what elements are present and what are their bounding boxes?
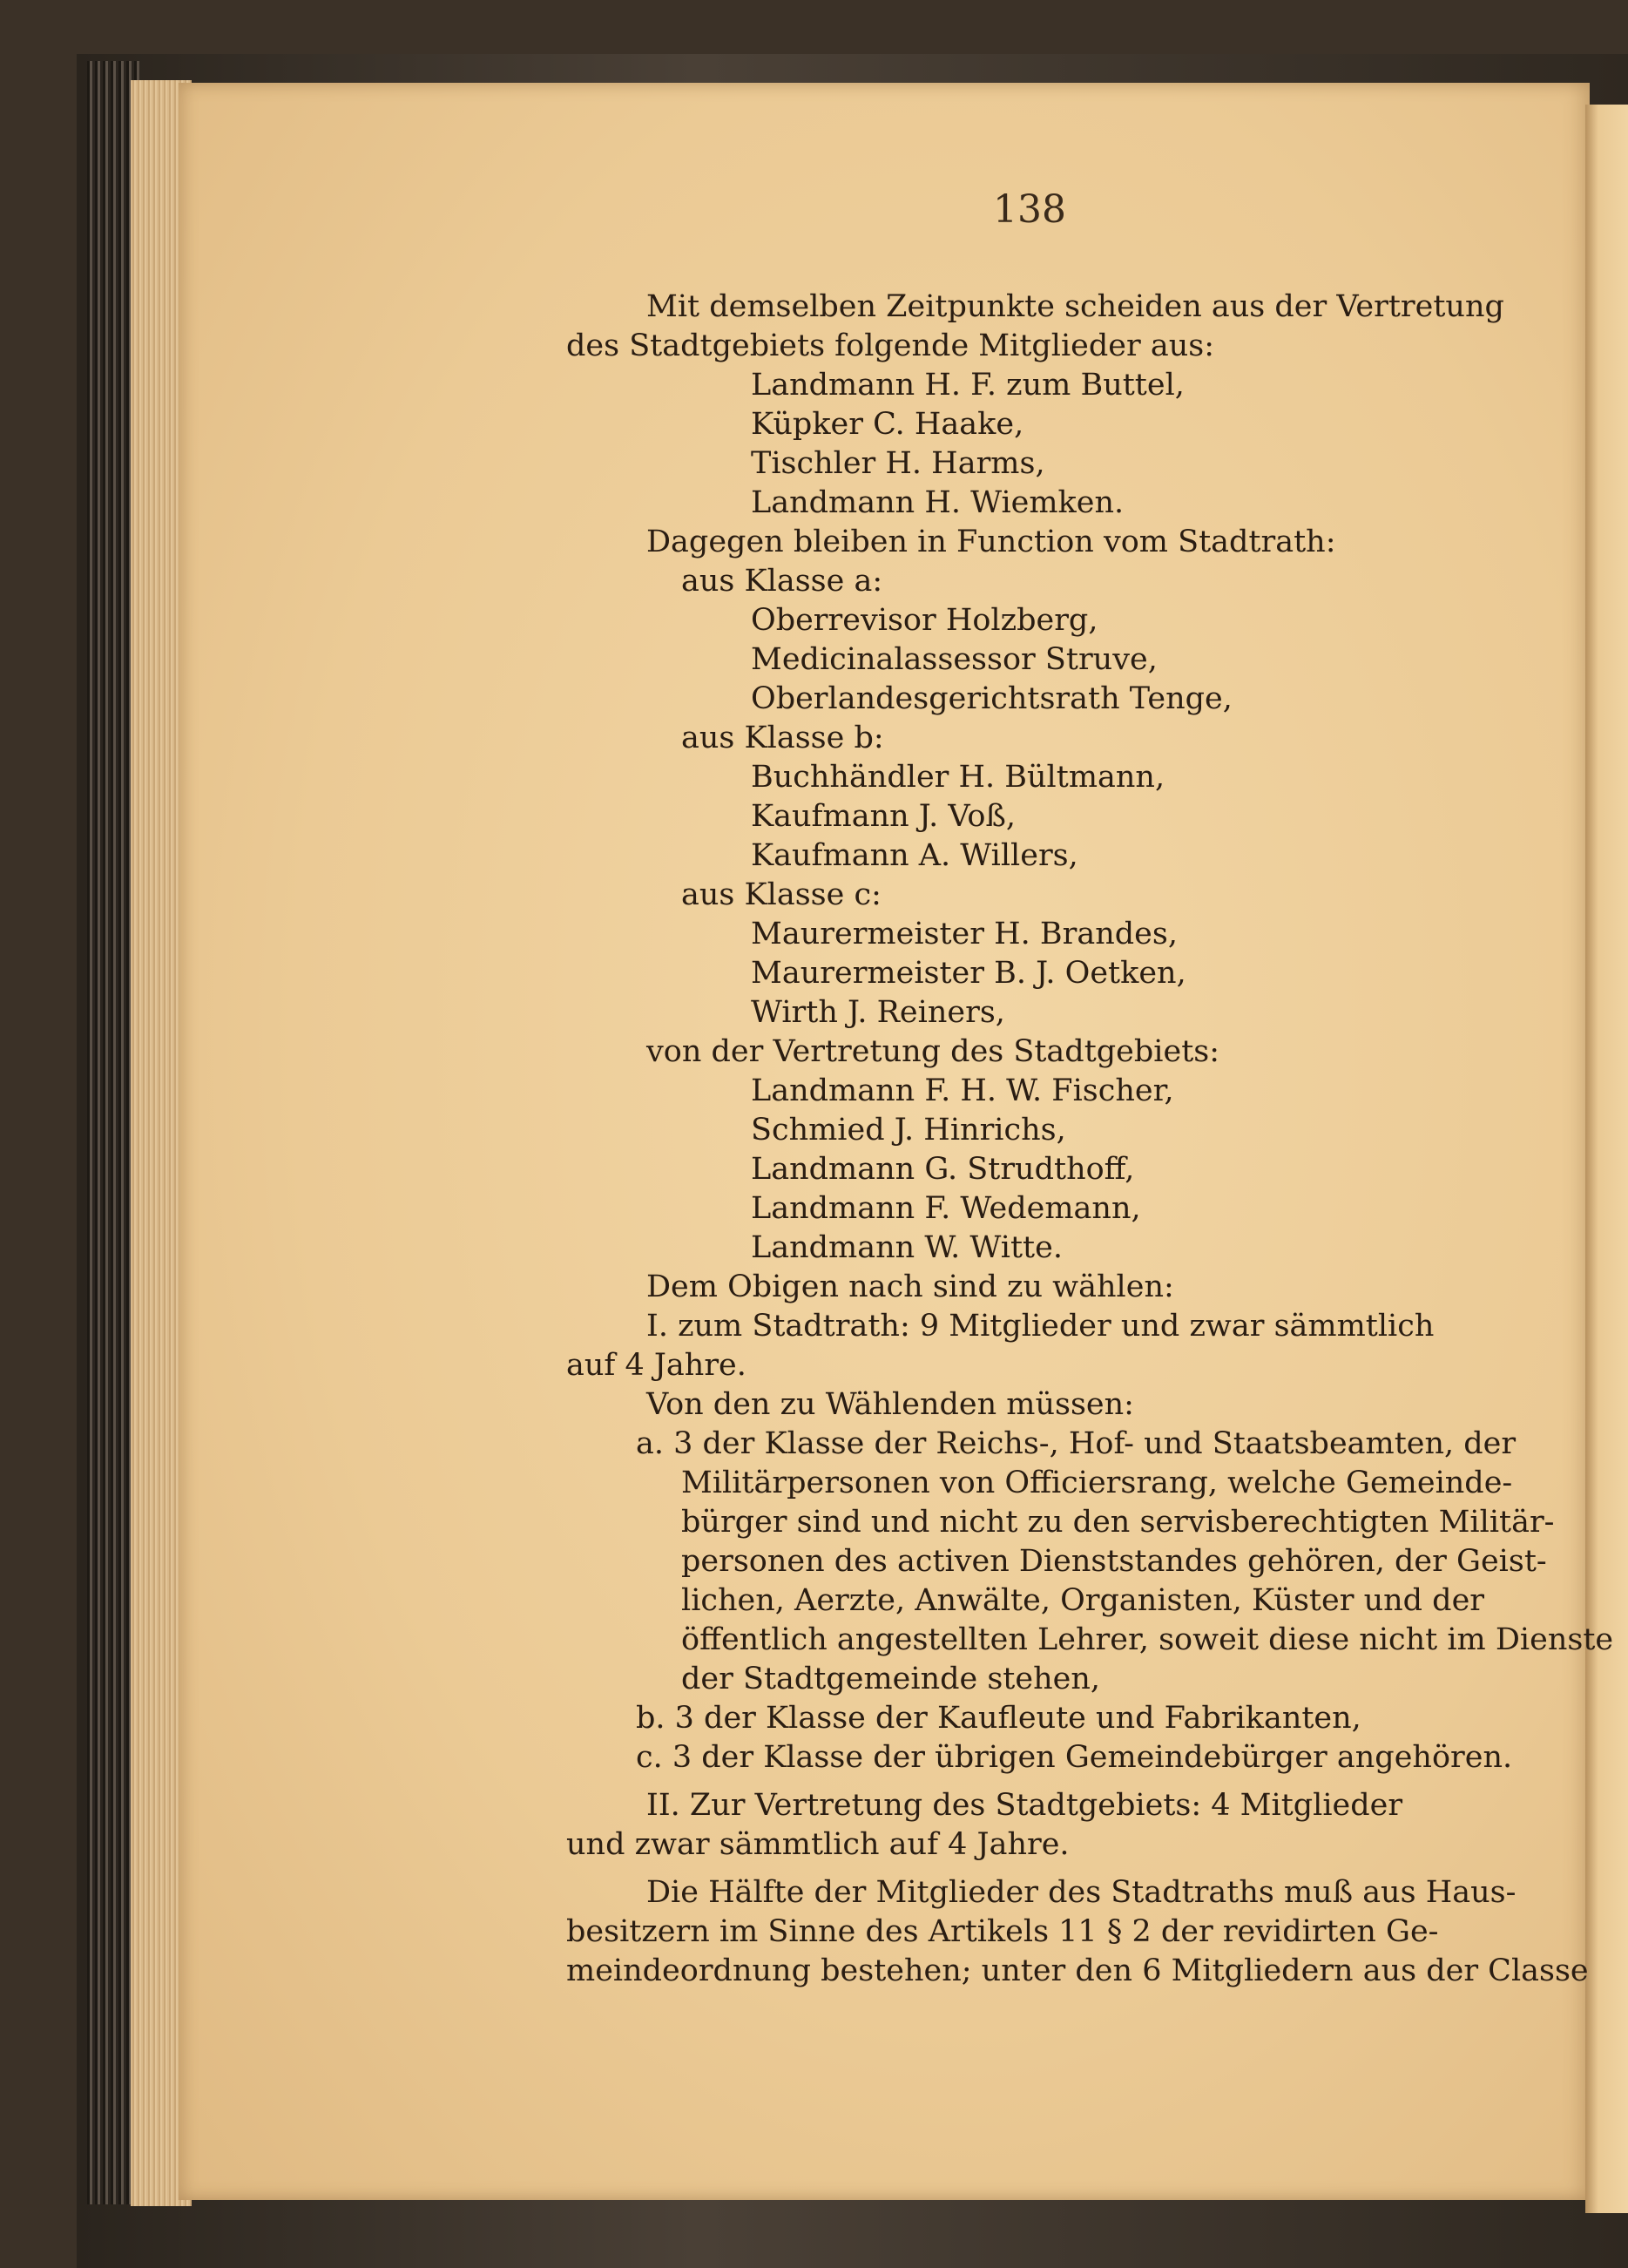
text-line: Maurermeister H. Brandes, — [751, 917, 1178, 951]
text-line: Kaufmann A. Willers, — [751, 838, 1078, 873]
text-line: Medicinalassessor Struve, — [751, 642, 1158, 677]
text-line: Die Hälfte der Mitglieder des Stadtraths muß aus Haus- — [646, 1875, 1517, 1910]
text-line: von der Vertretung des Stadtgebiets: — [646, 1034, 1220, 1069]
text-line: Oberrevisor Holzberg, — [751, 603, 1098, 638]
text-line: aus Klasse a: — [681, 564, 883, 599]
text-line: Tischler H. Harms, — [751, 446, 1045, 481]
text-line: der Stadtgemeinde stehen, — [681, 1662, 1101, 1696]
text-line: besitzern im Sinne des Artikels 11 § 2 der revidirten Ge- — [566, 1914, 1439, 1949]
page-text — [566, 261, 1614, 2048]
text-line: Landmann F. Wedemann, — [751, 1191, 1141, 1226]
text-line: c. 3 der Klasse der übrigen Gemeindebürger angehören. — [636, 1740, 1513, 1775]
text-line: bürger sind und nicht zu den servisberechtigten Militär- — [681, 1505, 1555, 1540]
page-number: 138 — [993, 187, 1066, 232]
text-line: auf 4 Jahre. — [566, 1348, 746, 1383]
text-line: Landmann H. Wiemken. — [751, 485, 1125, 520]
text-line: Landmann W. Witte. — [751, 1230, 1063, 1265]
text-line: personen des activen Dienststandes gehören, der Geist- — [681, 1544, 1547, 1579]
text-line: Von den zu Wählenden müssen: — [646, 1387, 1134, 1422]
text-line: meindeordnung bestehen; unter den 6 Mitgliedern aus der Classe — [566, 1953, 1589, 1988]
text-line: Dem Obigen nach sind zu wählen: — [646, 1269, 1174, 1304]
text-line: Landmann G. Strudthoff, — [751, 1152, 1135, 1187]
text-line: aus Klasse c: — [681, 877, 882, 912]
text-line: Küpker C. Haake, — [751, 407, 1024, 442]
text-line: Landmann F. H. W. Fischer, — [751, 1073, 1174, 1108]
text-line: Dagegen bleiben in Function vom Stadtrath: — [646, 525, 1336, 559]
text-line: II. Zur Vertretung des Stadtgebiets: 4 Mitglieder — [646, 1788, 1403, 1823]
text-line: Oberlandesgerichtsrath Tenge, — [751, 681, 1233, 716]
text-line: Schmied J. Hinrichs, — [751, 1113, 1066, 1148]
text-line: a. 3 der Klasse der Reichs-, Hof- und Staatsbeamten, der — [636, 1426, 1517, 1461]
text-line: Wirth J. Reiners, — [751, 995, 1005, 1030]
text-line: und zwar sämmtlich auf 4 Jahre. — [566, 1827, 1070, 1862]
text-line: Mit demselben Zeitpunkte scheiden aus der Vertretung — [646, 289, 1504, 324]
text-line: b. 3 der Klasse der Kaufleute und Fabrikanten, — [636, 1701, 1361, 1736]
text-line: öffentlich angestellten Lehrer, soweit diese nicht im Dienste — [681, 1622, 1614, 1657]
text-line: Kaufmann J. Voß, — [751, 799, 1016, 834]
text-line: Militärpersonen von Officiersrang, welche Gemeinde- — [681, 1466, 1513, 1500]
text-line: aus Klasse b: — [681, 721, 884, 755]
text-line: Maurermeister B. J. Oetken, — [751, 956, 1186, 991]
page-gutter — [1585, 105, 1628, 2213]
text-line: Landmann H. F. zum Buttel, — [751, 368, 1185, 403]
text-line: I. zum Stadtrath: 9 Mitglieder und zwar sämmtlich — [646, 1309, 1435, 1344]
text-line: des Stadtgebiets folgende Mitglieder aus: — [566, 328, 1215, 363]
text-line: Buchhändler H. Bültmann, — [751, 760, 1165, 795]
text-line: lichen, Aerzte, Anwälte, Organisten, Küster und der — [681, 1583, 1485, 1618]
